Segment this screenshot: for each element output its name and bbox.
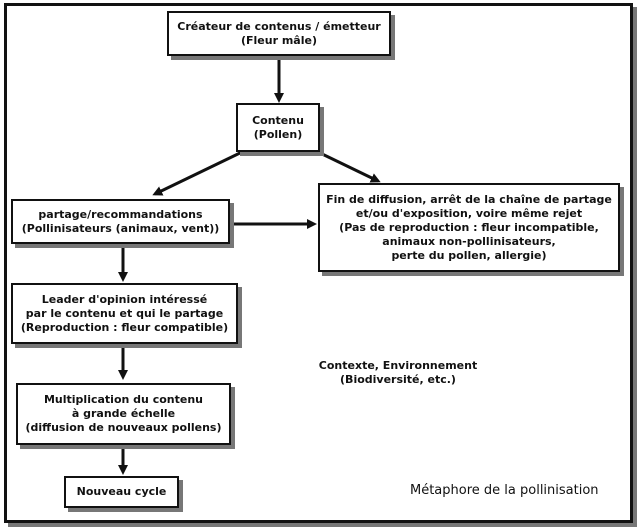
node-leader-line-1: Leader d'opinion intéressé (41, 292, 208, 306)
node-partage (11, 199, 230, 244)
node-multiplication-line-3: (diffusion de nouveaux pollens) (25, 421, 222, 434)
node-multiplication-line-1: Multiplication du contenu (43, 393, 203, 406)
node-partage-line-2: (Pollinisateurs (animaux, vent)) (21, 221, 220, 235)
node-fin-line-1: Fin de diffusion, arrêt de la chaîne de partage (326, 192, 612, 206)
node-leader (11, 283, 238, 344)
node-contenu-line-2: (Pollen) (253, 127, 303, 141)
node-fin-line-2: et/ou d'exposition, voire même rejet (355, 206, 583, 220)
node-leader-line-2: par le contenu et qui le partage (25, 306, 224, 320)
node-fin-line-4: animaux non-pollinisateurs, (382, 234, 556, 248)
node-multiplication (16, 383, 231, 445)
context-label (318, 359, 478, 387)
diagram-title: Métaphore de la pollinisation (410, 483, 599, 498)
node-contenu (236, 103, 320, 152)
node-emetteur-line-2: (Fleur mâle) (240, 33, 317, 47)
node-contenu-line-1: Contenu (252, 113, 304, 127)
arrow-contenu-to-fin (318, 152, 378, 181)
context-line-1: Contexte, Environnement (318, 359, 478, 372)
node-fin-line-3: (Pas de reproduction : fleur incompatible, (339, 220, 599, 234)
node-emetteur (167, 11, 391, 56)
node-nouveau-line-1: Nouveau cycle (76, 485, 167, 498)
arrow-contenu-to-partage (155, 152, 242, 194)
node-leader-line-3: (Reproduction : fleur compatible) (20, 320, 229, 334)
node-fin-line-5: perte du pollen, allergie) (391, 248, 547, 262)
node-partage-line-1: partage/recommandations (38, 207, 203, 221)
context-line-2: (Biodiversité, etc.) (340, 373, 456, 386)
node-nouveau (64, 476, 179, 508)
node-fin (318, 183, 620, 272)
node-multiplication-line-2: à grande échelle (71, 407, 176, 420)
node-emetteur-line-1: Créateur de contenus / émetteur (177, 19, 381, 33)
